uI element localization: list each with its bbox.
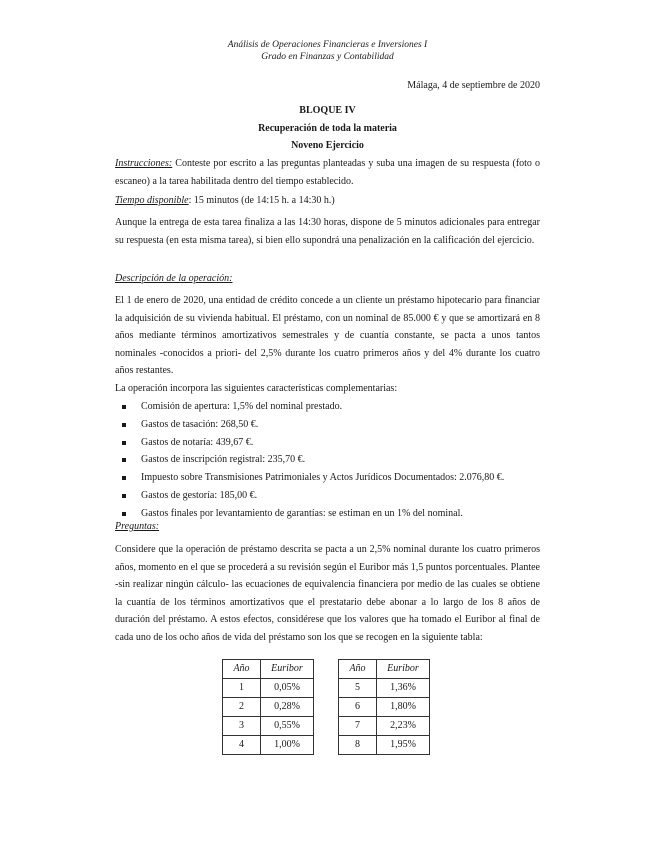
description-label: Descripción de la operación:: [115, 273, 233, 284]
table-row: [223, 736, 314, 755]
bullet-icon: [122, 476, 126, 480]
instructions-label: Instrucciones:: [115, 158, 173, 169]
year-cell: 6: [339, 698, 377, 717]
list-item: Gastos de inscripción registral: 235,70 €.: [115, 451, 545, 469]
column-header-euribor: Euribor: [377, 660, 430, 679]
questions-label: Preguntas:: [115, 521, 160, 532]
list-item: Gastos de notaría: 439,67 €.: [115, 434, 545, 452]
table-row: [339, 736, 430, 755]
rate-cell: 1,80%: [377, 698, 430, 717]
block-title: BLOQUE IV: [299, 105, 356, 116]
rate-cell: 1,00%: [261, 736, 314, 755]
instructions-paragraph: [115, 155, 540, 190]
time-text: : 15 minutos (de 14:15 h. a 14:30 h.): [188, 195, 335, 206]
questions-paragraph: Considere que la operación de préstamo descrita se pacta a un 2,5% nominal durante los cuatro primeros años, momento en el que se procederá a su revisión según el Euribor más 1,5 puntos porcentuales. Plantee -sin realizar ningún cálculo- las ecuaciones de equivalencia financiera por medio de las cuales se obtiene la cuantía de los términos amortizativos que el prestatario debe abonar a lo largo de los 8 años de duración del préstamo. A estos efectos, considérese que los valores que ha tomado el Euribor al final de cada uno de los ocho años de vida del préstamo son los que se recogen en la siguiente tabla:: [115, 544, 540, 643]
bullet-icon: [122, 441, 126, 445]
list-item: Comisión de apertura: 1,5% del nominal prestado.: [115, 398, 545, 416]
year-cell: 7: [339, 717, 377, 736]
time-label: Tiempo disponible: [115, 195, 189, 206]
year-cell: 2: [223, 698, 261, 717]
table-row: [339, 717, 430, 736]
time-paragraph: [115, 192, 540, 210]
description-label-line: [115, 270, 540, 288]
penalty-paragraph: Aunque la entrega de esta tarea finaliza a las 14:30 horas, dispone de 5 minutos adicionales para entregar su respuesta (en esta misma tarea), si bien ello supondrá una penalización en la calificación del ejercicio.: [115, 217, 540, 246]
year-cell: 3: [223, 717, 261, 736]
column-header-year: Año: [339, 660, 377, 679]
table-row: [223, 717, 314, 736]
table-header-row: [339, 660, 430, 679]
column-header-euribor: Euribor: [261, 660, 314, 679]
table-row: [339, 698, 430, 717]
bullet-icon: [122, 494, 126, 498]
table-header-row: [223, 660, 314, 679]
table-row: [223, 698, 314, 717]
features-intro: La operación incorpora las siguientes características complementarias:: [115, 383, 398, 394]
euribor-table-right: [338, 659, 430, 755]
course-header: Análisis de Operaciones Financieras e Inversiones I: [227, 40, 428, 50]
table-row: [223, 679, 314, 698]
questions-label-line: [115, 518, 540, 536]
features-list: [115, 398, 545, 523]
bullet-icon: [122, 458, 126, 462]
year-cell: 4: [223, 736, 261, 755]
document-date: Málaga, 4 de septiembre de 2020: [407, 80, 540, 91]
bullet-icon: [122, 405, 126, 409]
rate-cell: 2,23%: [377, 717, 430, 736]
table-row: [339, 679, 430, 698]
list-item: Gastos de tasación: 268,50 €.: [115, 416, 545, 434]
euribor-table-left: [222, 659, 314, 755]
list-item: Impuesto sobre Transmisiones Patrimoniales y Actos Jurídicos Documentados: 2.076,80 €.: [115, 469, 545, 487]
rate-cell: 0,28%: [261, 698, 314, 717]
rate-cell: 0,05%: [261, 679, 314, 698]
year-cell: 5: [339, 679, 377, 698]
rate-cell: 1,36%: [377, 679, 430, 698]
degree-header: Grado en Finanzas y Contabilidad: [261, 52, 394, 62]
column-header-year: Año: [223, 660, 261, 679]
description-paragraph: El 1 de enero de 2020, una entidad de crédito concede a un cliente un préstamo hipotecario para financiar la adquisición de su vivienda habitual. El préstamo, con un nominal de 85.000 € y que se amortizará en 8 años mediante términos amortizativos semestrales y de cuantía constante, se pacta a unos tantos nominales -conocidos a priori- del 2,5% durante los cuatro primeros años y del 4% durante los cuatro años restantes.: [115, 295, 540, 376]
bullet-icon: [122, 512, 126, 516]
exercise-title: Noveno Ejercicio: [291, 140, 364, 151]
rate-cell: 1,95%: [377, 736, 430, 755]
instructions-text: Conteste por escrito a las preguntas planteadas y suba una imagen de su respuesta (foto o escaneo) a la tarea habilitada dentro del tiempo establecido.: [115, 158, 540, 187]
block-subtitle: Recuperación de toda la materia: [258, 123, 397, 134]
rate-cell: 0,55%: [261, 717, 314, 736]
bullet-icon: [122, 423, 126, 427]
year-cell: 1: [223, 679, 261, 698]
year-cell: 8: [339, 736, 377, 755]
list-item: Gastos finales por levantamiento de garantías: se estiman en un 1% del nominal.: [115, 505, 545, 523]
list-item: Gastos de gestoría: 185,00 €.: [115, 487, 545, 505]
